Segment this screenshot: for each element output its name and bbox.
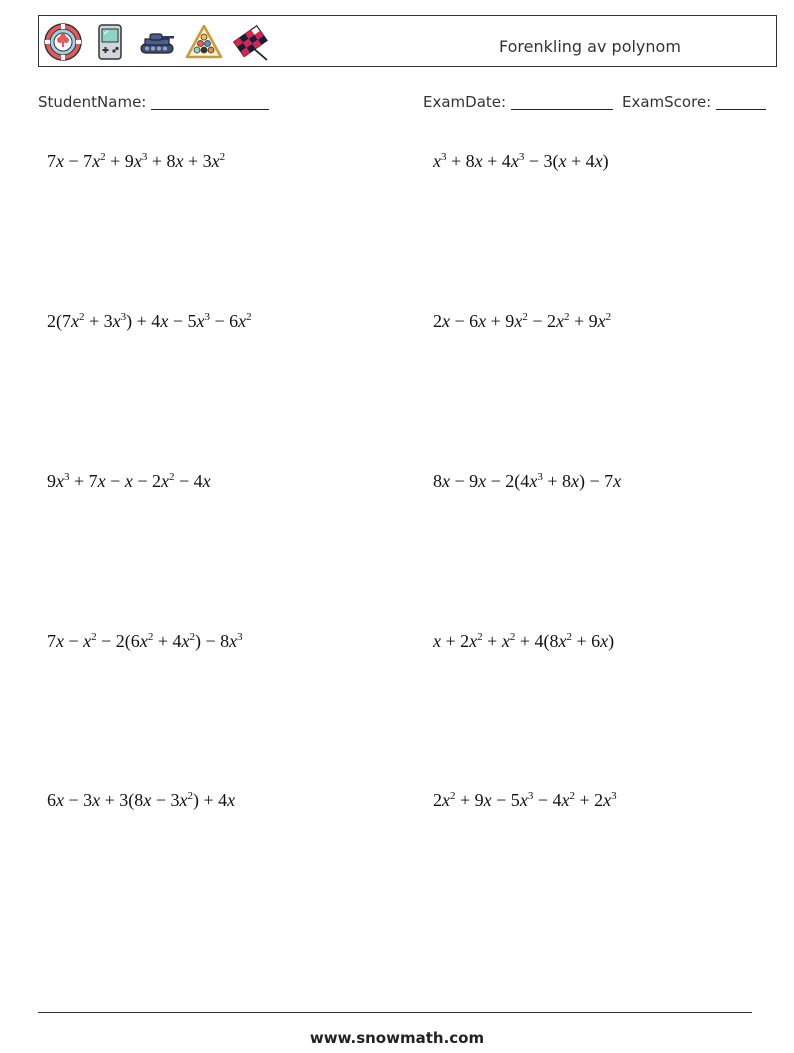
- term-text: + 4: [566, 151, 595, 171]
- term-text: − 6: [209, 311, 239, 331]
- variable-x: x: [202, 471, 211, 491]
- term-text: ) + 4: [192, 790, 228, 810]
- term-text: − 4: [533, 790, 562, 810]
- term-text: −: [64, 631, 84, 651]
- term-text: 9: [47, 471, 56, 491]
- variable-x: x: [56, 471, 64, 491]
- exam-score-label: ExamScore:: [622, 93, 712, 111]
- exponent: 2: [563, 311, 570, 323]
- problem-9: [47, 790, 235, 811]
- variable-x: x: [92, 151, 101, 171]
- variable-x: x: [227, 790, 236, 810]
- exponent: 2: [605, 311, 612, 323]
- term-text: − 6: [450, 311, 479, 331]
- term-text: 2(7: [47, 311, 71, 331]
- term-text: + 9: [486, 311, 515, 331]
- variable-x: x: [600, 631, 609, 651]
- variable-x: x: [160, 471, 169, 491]
- variable-x: x: [510, 151, 519, 171]
- exponent: 2: [450, 790, 456, 802]
- problem-7: [47, 631, 243, 652]
- variable-x: x: [83, 631, 92, 651]
- term-text: + 9: [455, 790, 484, 810]
- term-text: 2: [433, 311, 442, 331]
- exponent: 2: [100, 151, 106, 163]
- term-text: − 2: [132, 471, 161, 491]
- variable-x: x: [442, 471, 450, 491]
- exponent: 2: [477, 631, 483, 643]
- term-text: + 4: [153, 631, 182, 651]
- term-text: ): [608, 631, 615, 651]
- checkered-flag-icon: [231, 22, 271, 62]
- exam-date-blank[interactable]: [511, 93, 613, 110]
- variable-x: x: [478, 471, 487, 491]
- problem-3: [47, 311, 252, 332]
- exponent: 2: [219, 151, 226, 163]
- term-text: − 7: [64, 151, 93, 171]
- term-text: −: [105, 471, 125, 491]
- variable-x: x: [469, 631, 478, 651]
- variable-x: x: [211, 151, 220, 171]
- term-text: + 9: [105, 151, 134, 171]
- term-text: 2: [433, 790, 442, 810]
- variable-x: x: [603, 790, 612, 810]
- footer-divider: [38, 1012, 752, 1013]
- term-text: + 8: [147, 151, 176, 171]
- term-text: + 3: [84, 311, 113, 331]
- variable-x: x: [558, 151, 567, 171]
- term-text: + 3: [183, 151, 212, 171]
- student-name-label: StudentName:: [38, 93, 147, 111]
- exam-date-field[interactable]: [423, 93, 613, 111]
- variable-x: x: [56, 790, 64, 810]
- exponent: 3: [237, 631, 243, 643]
- exam-score-field[interactable]: [622, 93, 766, 111]
- exponent: 3: [204, 311, 210, 323]
- term-text: + 2: [441, 631, 470, 651]
- exponent: 3: [120, 311, 127, 323]
- variable-x: x: [181, 631, 190, 651]
- term-text: − 3: [151, 790, 180, 810]
- variable-x: x: [175, 151, 184, 171]
- term-text: − 3(: [524, 151, 559, 171]
- term-text: − 2(6: [96, 631, 140, 651]
- exponent: 2: [569, 790, 575, 802]
- term-text: − 4: [174, 471, 203, 491]
- variable-x: x: [433, 631, 441, 651]
- exponent: 2: [189, 631, 195, 643]
- exponent: 3: [518, 151, 525, 163]
- exponent: 3: [611, 790, 617, 802]
- problem-1: [47, 151, 225, 172]
- term-text: 7: [47, 151, 56, 171]
- variable-x: x: [570, 471, 579, 491]
- problem-8: [433, 631, 614, 652]
- term-text: ) + 4: [126, 311, 161, 331]
- exponent: 2: [522, 311, 528, 323]
- exam-score-blank[interactable]: [716, 93, 766, 110]
- exponent: 2: [168, 471, 175, 483]
- variable-x: x: [529, 471, 538, 491]
- variable-x: x: [594, 151, 603, 171]
- exponent: 3: [141, 151, 148, 163]
- variable-x: x: [597, 311, 606, 331]
- variable-x: x: [474, 151, 483, 171]
- variable-x: x: [133, 151, 142, 171]
- header-icons: [43, 22, 271, 62]
- variable-x: x: [558, 631, 567, 651]
- term-text: − 9: [450, 471, 479, 491]
- term-text: + 2: [574, 790, 604, 810]
- variable-x: x: [555, 311, 564, 331]
- problem-4: [433, 311, 611, 332]
- problem-6: [433, 471, 621, 492]
- term-text: + 7: [69, 471, 98, 491]
- problem-10: [433, 790, 617, 811]
- variable-x: x: [56, 631, 64, 651]
- exponent: 3: [537, 471, 543, 483]
- term-text: − 5: [491, 790, 520, 810]
- exponent: 2: [509, 631, 516, 643]
- exponent: 2: [147, 631, 154, 643]
- variable-x: x: [196, 311, 205, 331]
- term-text: 7: [47, 631, 56, 651]
- variable-x: x: [442, 311, 450, 331]
- variable-x: x: [112, 311, 121, 331]
- handheld-console-icon: [90, 22, 130, 62]
- variable-x: x: [143, 790, 152, 810]
- term-text: + 8: [542, 471, 571, 491]
- term-text: + 6: [571, 631, 601, 651]
- exponent: 2: [79, 311, 85, 323]
- term-text: ) − 8: [194, 631, 230, 651]
- variable-x: x: [238, 311, 247, 331]
- variable-x: x: [561, 790, 570, 810]
- variable-x: x: [501, 631, 510, 651]
- variable-x: x: [433, 151, 441, 171]
- variable-x: x: [160, 311, 169, 331]
- term-text: + 8: [446, 151, 475, 171]
- variable-x: x: [483, 790, 492, 810]
- problem-2: [433, 151, 609, 172]
- billiard-rack-icon: [184, 22, 224, 62]
- variable-x: x: [179, 790, 188, 810]
- variable-x: x: [229, 631, 238, 651]
- term-text: + 9: [569, 311, 598, 331]
- header-box: [38, 15, 777, 67]
- exponent: 2: [246, 311, 252, 323]
- exponent: 2: [91, 631, 97, 643]
- variable-x: x: [478, 311, 487, 331]
- variable-x: x: [519, 790, 528, 810]
- student-name-blank[interactable]: [151, 93, 269, 110]
- term-text: + 3(8: [100, 790, 144, 810]
- tank-icon: [137, 22, 177, 62]
- poker-chip-icon: [43, 22, 83, 62]
- variable-x: x: [514, 311, 523, 331]
- student-name-field[interactable]: [38, 93, 269, 111]
- term-text: − 5: [168, 311, 197, 331]
- exponent: 3: [441, 151, 447, 163]
- variable-x: x: [56, 151, 64, 171]
- exponent: 3: [527, 790, 534, 802]
- variable-x: x: [97, 471, 106, 491]
- footer-url: www.snowmath.com: [309, 1029, 485, 1047]
- variable-x: x: [442, 790, 450, 810]
- term-text: + 4(8: [515, 631, 559, 651]
- exponent: 2: [187, 790, 193, 802]
- exponent: 3: [64, 471, 70, 483]
- term-text: 8: [433, 471, 442, 491]
- variable-x: x: [139, 631, 148, 651]
- variable-x: x: [92, 790, 101, 810]
- variable-x: x: [613, 471, 622, 491]
- variable-x: x: [71, 311, 79, 331]
- term-text: +: [482, 631, 502, 651]
- term-text: ): [602, 151, 609, 171]
- term-text: 6: [47, 790, 56, 810]
- exam-date-label: ExamDate:: [423, 93, 507, 111]
- term-text: + 4: [482, 151, 511, 171]
- term-text: − 2(4: [486, 471, 530, 491]
- problem-5: [47, 471, 211, 492]
- worksheet-title: Forenkling av polynom: [499, 37, 681, 56]
- term-text: − 3: [64, 790, 93, 810]
- exponent: 2: [566, 631, 572, 643]
- term-text: − 2: [527, 311, 556, 331]
- term-text: ) − 7: [578, 471, 614, 491]
- variable-x: x: [124, 471, 133, 491]
